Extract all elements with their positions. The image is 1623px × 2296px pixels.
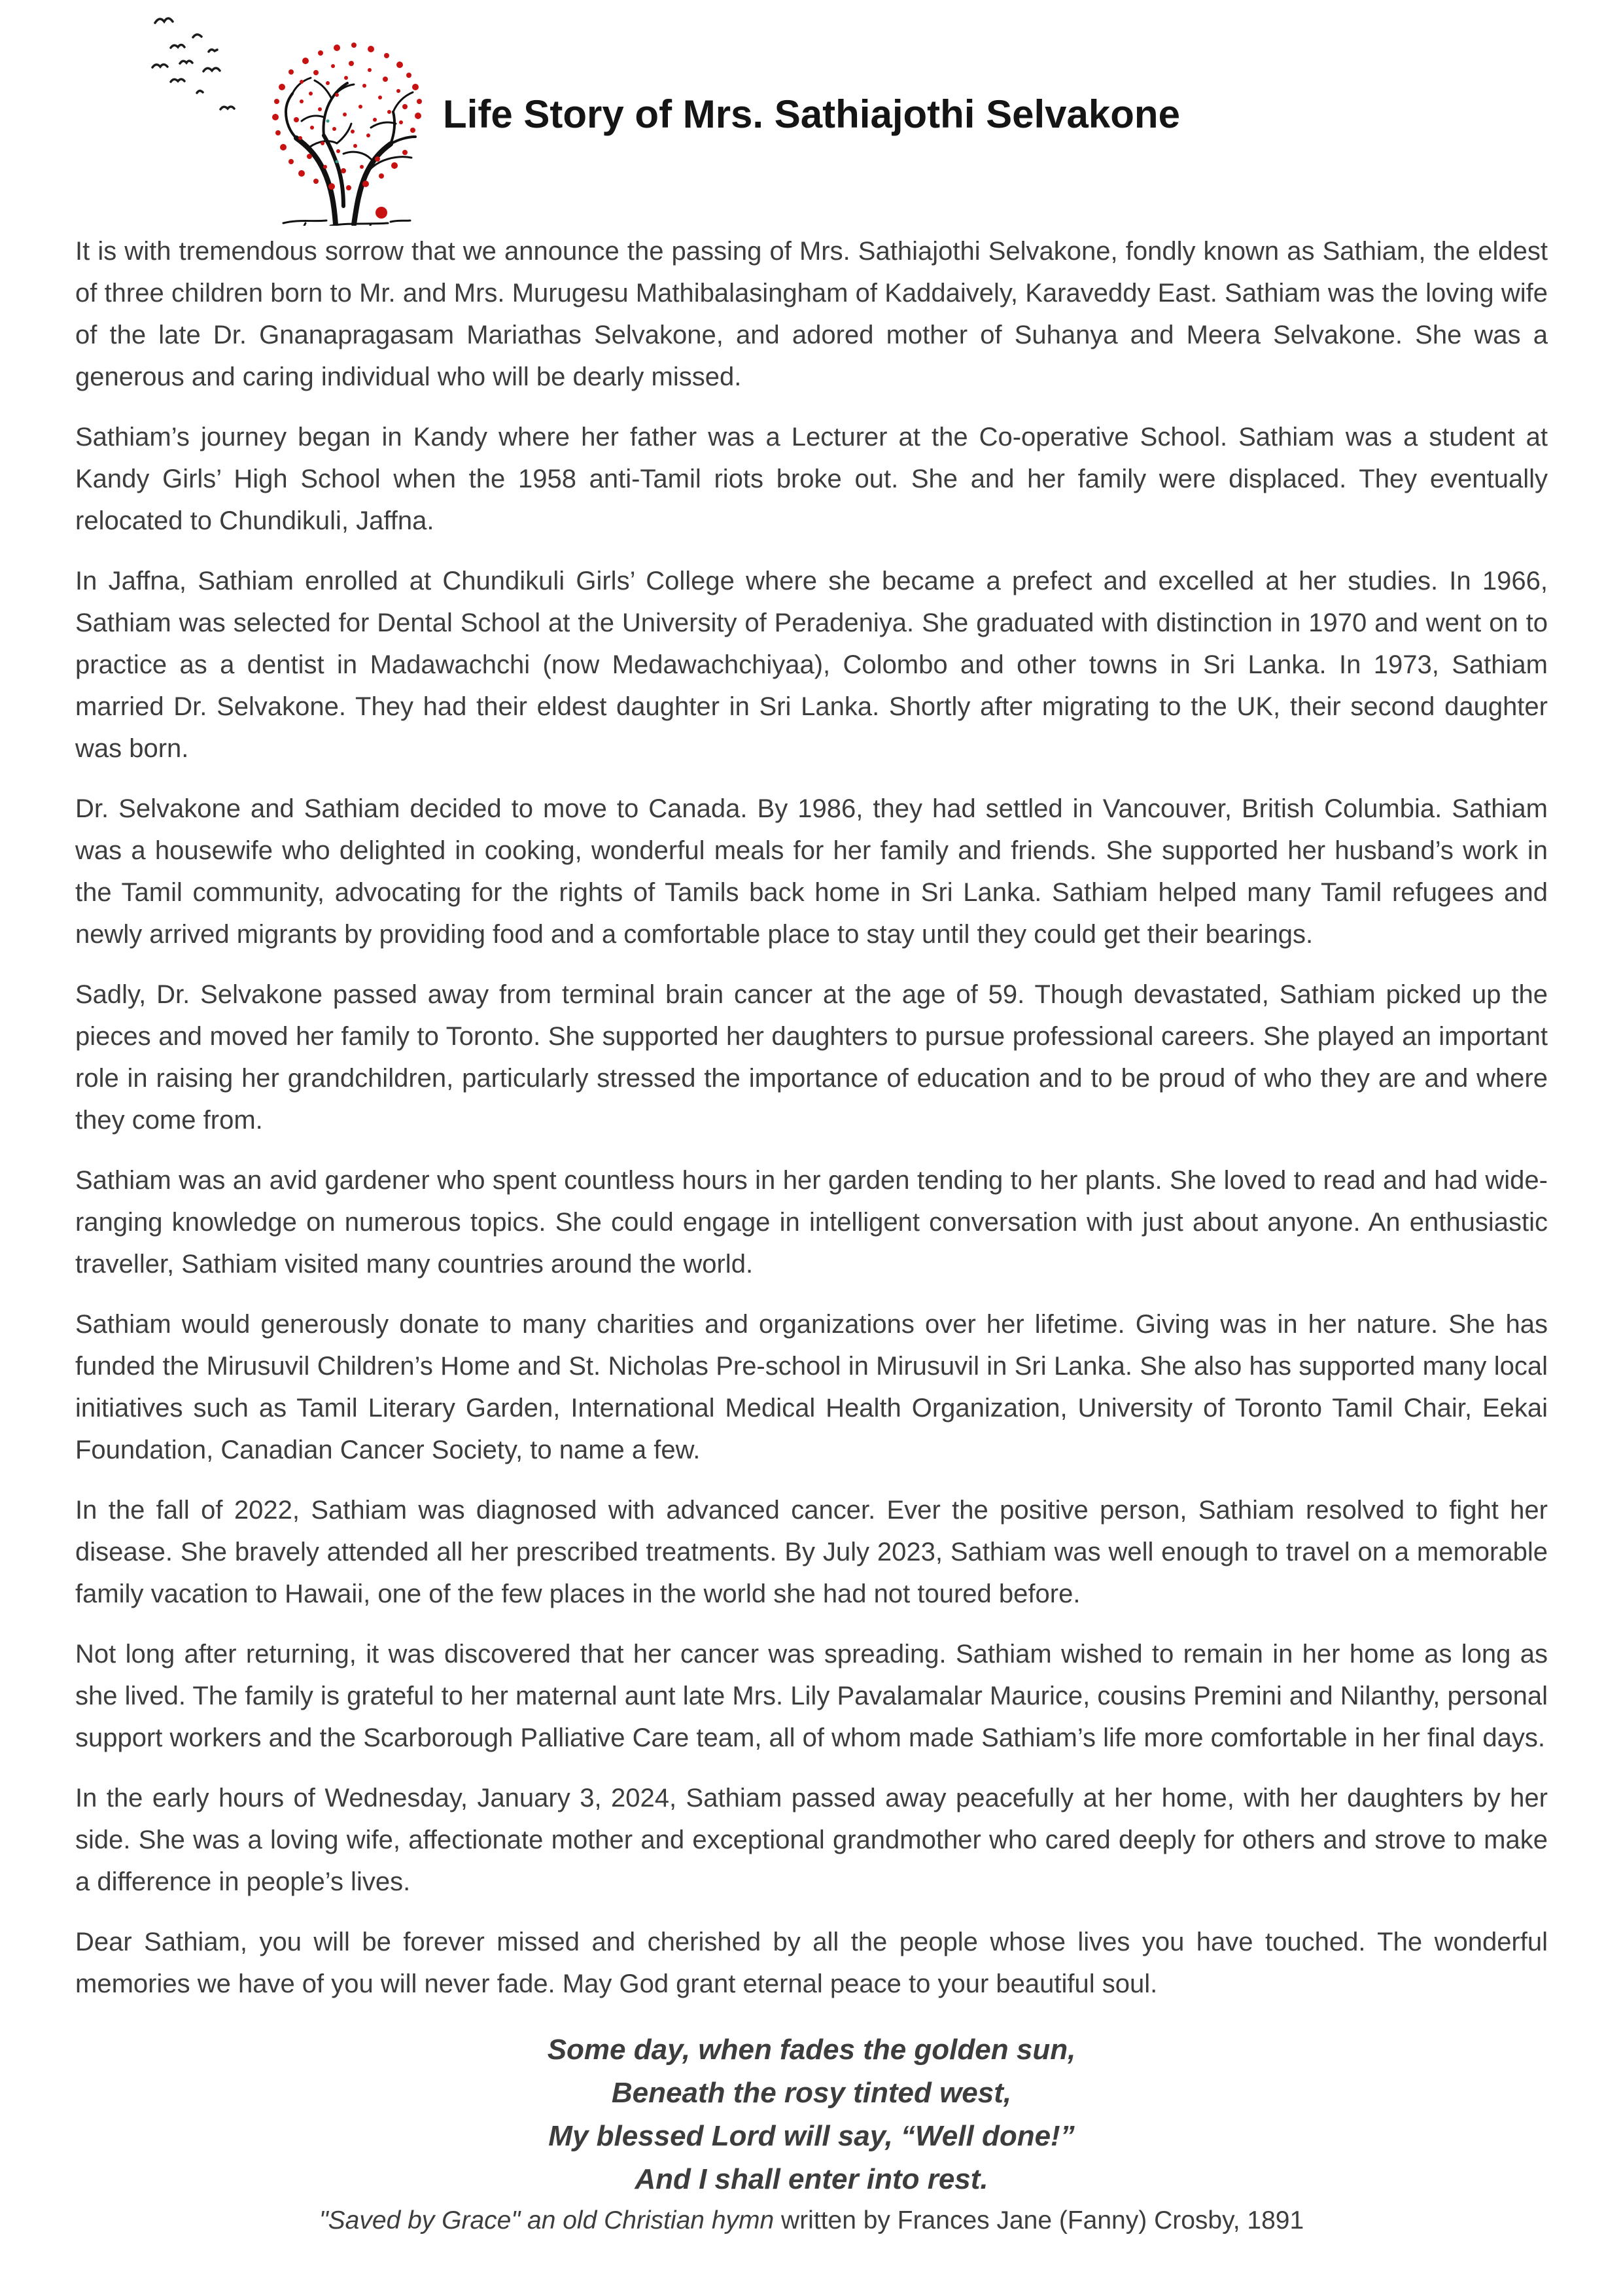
paragraph-5: Sadly, Dr. Selvakone passed away from terminal brain cancer at the age of 59. Though devastated, Sathiam picked up the pieces and moved her family to Toronto. She supported her daughters to pursue professional careers. She played an important role in raising her grandchildren, particularly stressed the importance of education and to be proud of who they are and where they come from. <box>75 980 1548 1135</box>
document-header <box>75 0 1548 230</box>
attribution-author: written by Frances Jane (Fanny) Crosby, 1891 <box>774 2206 1304 2234</box>
poem-line-4: And I shall enter into rest. <box>635 2163 988 2195</box>
paragraph-7: Sathiam would generously donate to many charities and organizations over her lifetime. Giving was in her nature. She has funded the Mirusuvil Children’s Home and St. Nicholas Pre-school in Mirusuvil in Sri Lanka. She also has supported many local initiatives such as Tamil Literary Garden, International Medical Health Organization, University of Toronto Tamil Chair, Eekai Foundation, Canadian Cancer Society, to name a few. <box>75 1310 1548 1464</box>
poem-attribution <box>75 2206 1548 2235</box>
paragraph-8: In the fall of 2022, Sathiam was diagnosed with advanced cancer. Ever the positive person, Sathiam resolved to fight her disease. She bravely attended all her prescribed treatments. By July 2023, Sathiam was well enough to travel on a memorable family vacation to Hawaii, one of the few places in the world she had not toured before. <box>75 1496 1548 1608</box>
paragraph-6: Sathiam was an avid gardener who spent countless hours in her garden tending to her plants. She loved to read and had wide-ranging knowledge on numerous topics. She could engage in intelligent conversation with just about anyone. An enthusiastic traveller, Sathiam visited many countries around the world. <box>75 1166 1548 1279</box>
poem-line-2: Beneath the rosy tinted west, <box>611 2077 1012 2109</box>
paragraph-4: Dr. Selvakone and Sathiam decided to move to Canada. By 1986, they had settled in Vancouver, British Columbia. Sathiam was a housewife who delighted in cooking, wonderful meals for her family and friends. She supported her husband’s work in the Tamil community, advocating for the rights of Tamils back home in Sri Lanka. Sathiam helped many Tamil refugees and newly arrived migrants by providing food and a comfortable place to stay until they could get their bearings. <box>75 794 1548 949</box>
poem <box>75 2028 1548 2201</box>
paragraph-3: In Jaffna, Sathiam enrolled at Chundikuli Girls’ College where she became a prefect and excelled at her studies. In 1966, Sathiam was selected for Dental School at the University of Peradeniya. She graduated with distinction in 1970 and went on to practice as a dentist in Madawachchi (now Medawachchiyaa), Colombo and other towns in Sri Lanka. In 1973, Sathiam married Dr. Selvakone. They had their eldest daughter in Sri Lanka. Shortly after migrating to the UK, their second daughter was born. <box>75 567 1548 763</box>
attribution-hymn-title: "Saved by Grace" an old Christian hymn <box>319 2206 775 2234</box>
paragraph-10: In the early hours of Wednesday, January 3, 2024, Sathiam passed away peacefully at her home, with her daughters by her side. She was a loving wife, affectionate mother and exceptional grandmother who cared deeply for others and strove to make a difference in people’s lives. <box>75 1784 1548 1896</box>
paragraph-9: Not long after returning, it was discovered that her cancer was spreading. Sathiam wished to remain in her home as long as she lived. The family is grateful to her maternal aunt late Mrs. Lily Pavalamalar Maurice, cousins Premini and Nilanthy, personal support workers and the Scarborough Palliative Care team, all of whom made Sathiam’s life more comfortable in her final days. <box>75 1640 1548 1752</box>
paragraph-1: It is with tremendous sorrow that we announce the passing of Mrs. Sathiajothi Selvakone, fondly known as Sathiam, the eldest of three children born to Mr. and Mrs. Murugesu Mathibalasingham of Kaddaively, Karaveddy East. Sathiam was the loving wife of the late Dr. Gnanapragasam Mariathas Selvakone, and adored mother of Suhanya and Meera Selvakone. She was a generous and caring individual who will be dearly missed. <box>75 237 1548 391</box>
obituary-body <box>75 230 1548 2005</box>
paragraph-2: Sathiam’s journey began in Kandy where her father was a Lecturer at the Co-operative School. Sathiam was a student at Kandy Girls’ High School when the 1958 anti-Tamil riots broke out. She and her family were displaced. They eventually relocated to Chundikuli, Jaffna. <box>75 423 1548 535</box>
poem-line-3: My blessed Lord will say, “Well done!” <box>548 2120 1075 2152</box>
poem-line-1: Some day, when fades the golden sun, <box>547 2034 1076 2066</box>
paragraph-11: Dear Sathiam, you will be forever missed and cherished by all the people whose lives you have touched. The wonderful memories we have of you will never fade. May God grant eternal peace to your beautiful soul. <box>75 1928 1548 1998</box>
page-title: Life Story of Mrs. Sathiajothi Selvakone <box>443 92 1180 136</box>
